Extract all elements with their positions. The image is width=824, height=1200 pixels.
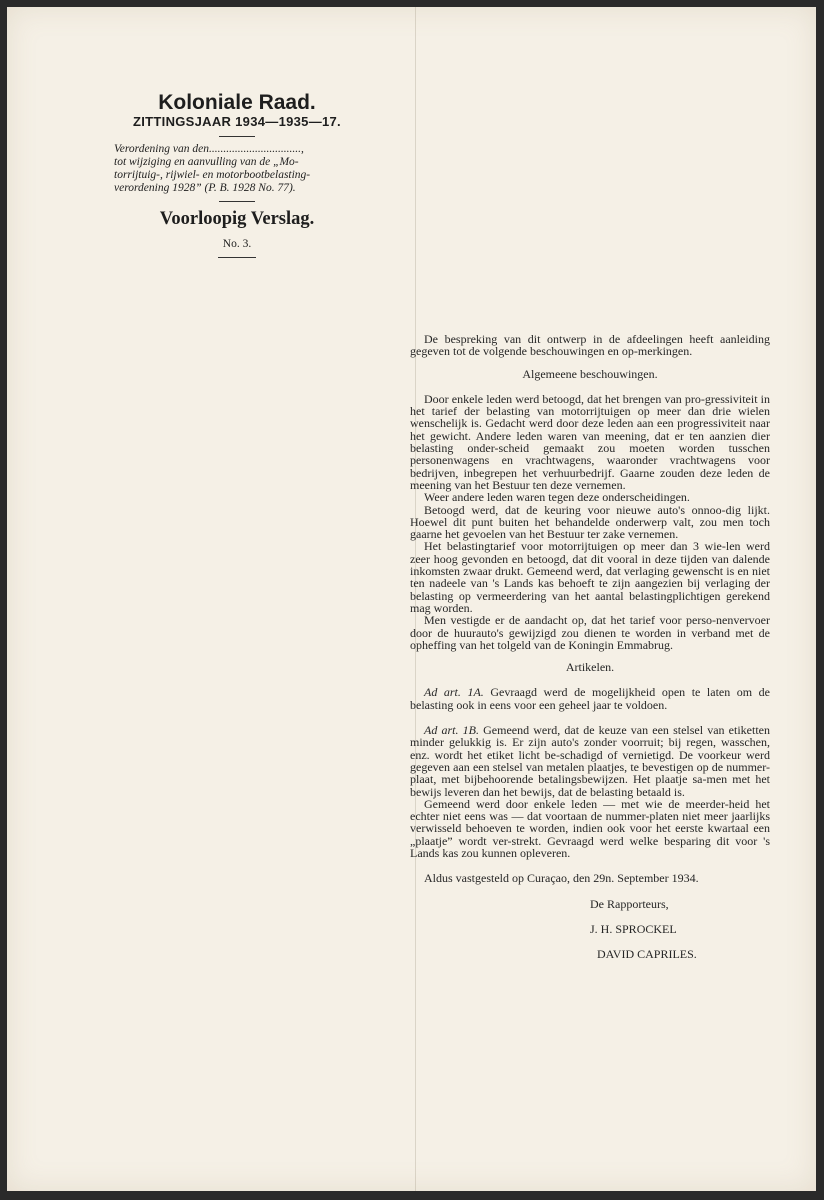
general-paragraph: Door enkele leden werd betoogd, dat het brengen van pro-gressiviteit in het tarief der belasting van motorrijtuigen op meer dan drie wielen wenschelijk is. Gedacht werd door deze leden aan een progressiviteit naar het gewicht. Andere leden waren van meening, dat er ten aanzien dier belasting onder-scheid gemaakt zou moeten worden tusschen personenwagens en vrachtwagens, waaronder vrachtwagens voor bedrijven, inbegrepen het verhuurbedrijf. Gaarne zouden deze leden de meening van het Bestuur ten deze vernemen. [410,391,770,492]
ordinance-line: tot wijziging en aanvulling van de „Mo- [114,156,299,168]
report-number: No. 3. [222,238,252,250]
article-1a-label: Ad art. 1A. [424,685,484,700]
closing-line: Aldus vastgesteld op Curaçao, den 29n. September 1934. [424,871,699,886]
document-header [107,92,367,258]
article-1a-text: Gevraagd werd de mogelijkheid open te laten om de belasting ook in eens voor een geheel jaar te voldoen. [410,685,770,712]
number-underline [218,257,256,258]
general-heading: Algemeene beschouwingen. [522,366,658,381]
general-paragraph: Men vestigde er de aandacht op, dat het tarief voor perso-nenvervoer door de huurauto's gewijzigd zou dienen te worden in verband met de opheffing van het tolgeld van de Koningin Emmabrug. [410,613,770,652]
article-1b-paragraph [410,724,770,798]
general-paragraph: Weer andere leden waren tegen deze onderscheidingen. [424,490,690,505]
signatory-sprockel: J. H. SPROCKEL [590,921,677,936]
session-year: ZITTINGSJAAR 1934—1935—17. [133,114,341,129]
article-1a-paragraph [410,686,770,711]
article-1b-text: Gemeend werd, dat de keuze van een stelsel van etiketten minder gelukkig is. Er zijn auto's zonder voorruit; bij regen, wasschen, enz. wordt het etiket licht be-schadigd of vernietigd. De voorkeur werd gegeven aan een stelsel van metalen plaatjes, te bevestigen op de nummer-plaat, met bijbehoorende betalingsbewijzen. Het plaatje sa-men met het bewijs leveren dan het bewijs, dat de belasting betaald is. [410,723,770,799]
document-page [7,7,816,1191]
header-divider [219,201,255,202]
report-body [410,333,770,960]
council-title: Koloniale Raad. [158,91,316,114]
rapporteurs-label: De Rapporteurs, [590,896,669,911]
articles-heading: Artikelen. [565,660,615,675]
ordinance-line: Verordening van den................................, [114,143,304,155]
signatory-capriles: DAVID CAPRILES. [597,947,697,962]
intro-paragraph: De bespreking van dit ontwerp in de afdeelingen heeft aanleiding gegeven tot de volgende beschouwingen en op-merkingen. [410,332,770,359]
report-title: Voorloopig Verslag. [159,209,315,229]
ordinance-description [107,143,367,195]
article-1b-paragraph-2: Gemeend werd door enkele leden — met wie de meerder-heid het echter niet eens was — dat voortaan de nummer-platen niet meer jaarlijks verwisseld behoeven te worden, indien ook voor het eerste kwartaal een „plaatje” wordt ver-strekt. Gevraagd werd welke besparing dit voor 's Lands kas zou kunnen opleveren. [410,796,770,860]
header-divider [219,136,255,137]
general-paragraph: Betoogd werd, dat de keuring voor nieuwe auto's onnoo-dig lijkt. Hoewel dit punt buiten het behandelde onderwerp valt, zou men toch gaarne het gevoelen van het Bestuur ter zake vernemen. [410,502,770,542]
ordinance-line: torrijtuig-, rijwiel- en motorbootbelasting- [114,169,311,181]
general-paragraph: Het belastingtarief voor motorrijtuigen op meer dan 3 wie-len werd zeer hoog gevonden en betoogd, dat dit vooral in deze tijden van dalende inkomsten zwaar drukt. Gemeend werd, dat verlaging gewenscht is en niet ten nadeele van 's Lands kas behoeft te zijn aangezien bij verlaging der belasting op vermeerdering van het aantal belastingplichtigen gerekend mag worden. [410,539,770,615]
ordinance-line: verordening 1928” (P. B. 1928 No. 77). [114,182,296,194]
article-1b-label: Ad art. 1B. [424,723,479,738]
